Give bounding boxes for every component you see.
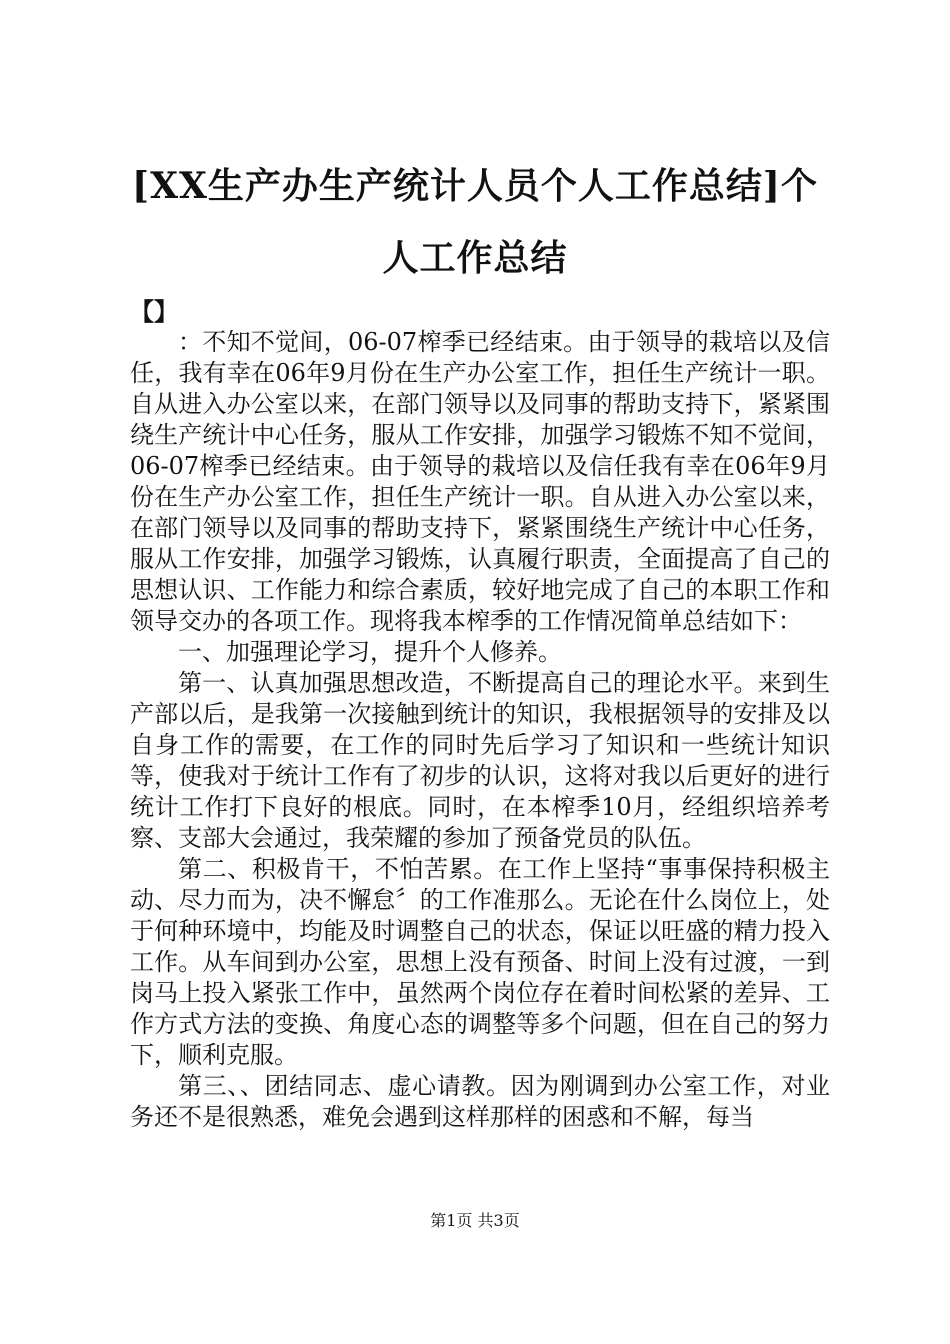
bracket-line: 【】 (130, 297, 178, 326)
paragraph-second: 第二、积极肯干，不怕苦累。在工作上坚持“事事保持积极主动、尽力而为，决不懈怠〞的工作准那么。无论在什么岗位上，处于何种环境中，均能及时调整自己的状态，保证以旺盛的精力投入工作。从车间到办公室，思想上没有预备、时间上没有过渡，一到岗马上投入紧张工作中，虽然两个岗位存在着时间松紧的差异、工作方式方法的变换、角度心态的调整等多个问题，但在自己的努力下，顺利克服。 (130, 855, 830, 1069)
paragraph-first: 第一、认真加强思想改造，不断提高自己的理论水平。来到生产部以后，是我第一次接触到统计的知识，我根据领导的安排及以自身工作的需要，在工作的同时先后学习了知识和一些统计知识等，使我对于统计工作有了初步的认识，这将对我以后更好的进行统计工作打下良好的根底。同时，在本榨季10月，经组织培养考察、支部大会通过，我荣耀的参加了预备党员的队伍。 (130, 669, 830, 852)
page-footer: 第1页 共3页 (430, 1211, 520, 1230)
paragraph-intro: ：不知不觉间，06-07榨季已经结束。由于领导的栽培以及信任，我有幸在06年9月份在生产办公室工作，担任生产统计一职。自从进入办公室以来，在部门领导以及同事的帮助支持下，紧紧围绕生产统计中心任务，服从工作安排，加强学习锻炼不知不觉间，06-07榨季已经结束。由于领导的栽培以及信任我有幸在06年9月份在生产办公室工作，担任生产统计一职。自从进入办公室以来，在部门领导以及同事的帮助支持下，紧紧围绕生产统计中心任务，服从工作安排，加强学习锻炼，认真履行职责，全面提高了自己的思想认识、工作能力和综合素质，较好地完成了自己的本职工作和领导交办的各项工作。现将我本榨季的工作情况简单总结如下： (130, 328, 830, 635)
section-heading-1: 一、加强理论学习，提升个人修养。 (178, 638, 562, 666)
document-title: [XX生产办生产统计人员个人工作总结]个人工作总结 (132, 165, 818, 279)
document-body (130, 296, 830, 1133)
paragraph-third: 第三、、团结同志、虚心请教。因为刚调到办公室工作，对业务还不是很熟悉，难免会遇到这样那样的困惑和不解，每当 (130, 1072, 830, 1131)
